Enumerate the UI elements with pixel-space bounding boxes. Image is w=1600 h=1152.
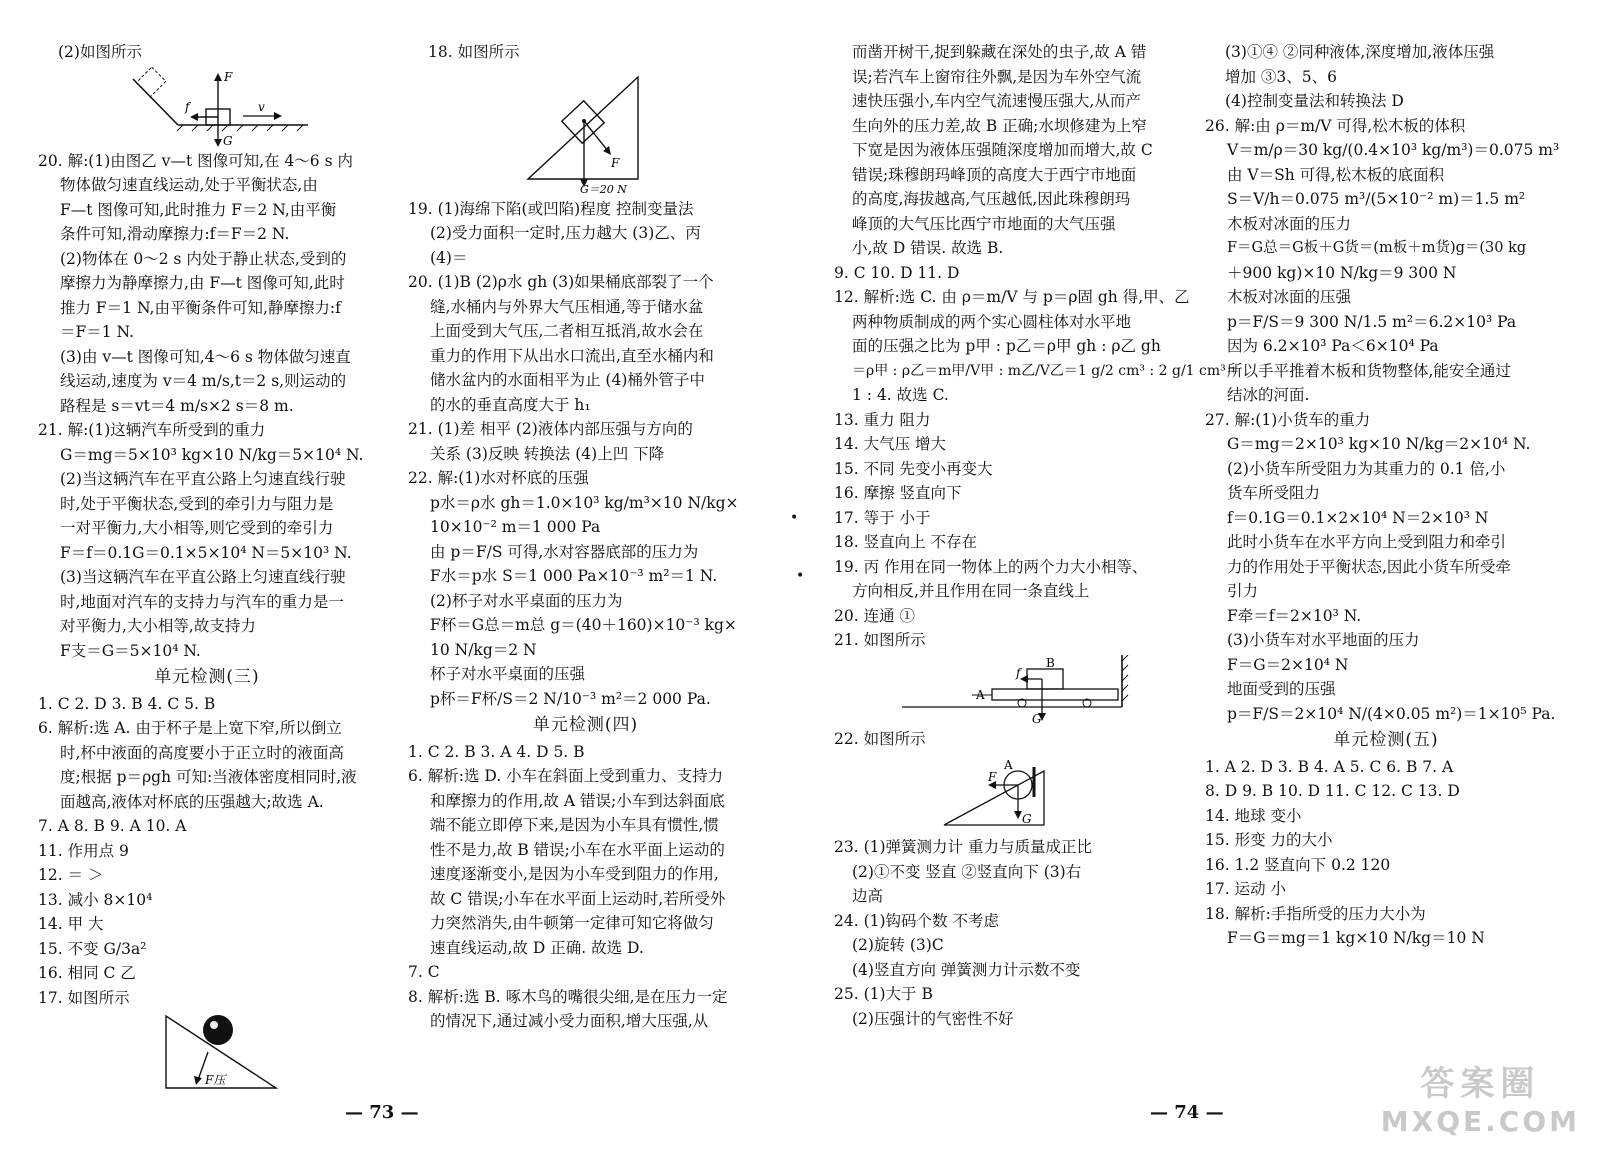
text-line: 19. 丙 作用在同一物体上的两个力大小相等、 [834,557,1148,576]
force-label: F [224,69,233,84]
page-number-right: — 74 — [1150,1102,1224,1123]
text-line: 货车所受阻力 [1227,484,1321,502]
text-line: 力突然消失,由牛顿第一定律可知它将做匀 [430,914,714,932]
text-line: (4)控制变量法和转换法 D [1225,92,1404,110]
text-line: 小,故 D 错误. 故选 B. [852,239,1004,257]
text-line: 16. 相同 C 乙 [38,964,136,982]
text-line: 速快压强小,车内空气流速慢压强大,从而产 [852,92,1141,110]
text-line: 24. (1)钩码个数 不考虑 [834,911,999,930]
text-line: (2)当这辆汽车在平直公路上匀速直线行驶 [60,470,346,488]
text-line: 9. C 10. D 11. D [834,263,960,282]
text-line: 缝,水桶内与外界大气压相通,等于储水盆 [430,297,704,316]
text-line: ＋900 kg)×10 N/kg＝9 300 N [1227,263,1457,282]
force-label: G [1032,711,1042,725]
text-line: 推力 F＝1 N,由平衡条件可知,静摩擦力:f [60,298,341,317]
column-1 [38,40,376,1092]
text-line: ＝ρ甲 : ρ乙＝m甲/V甲 : m乙/V乙＝1 g/2 cm³ : 2 g/1 cm³＝ [852,362,1240,379]
text-line: 时,地面对汽车的支持力与汽车的重力是一 [60,592,344,611]
section-heading: 单元检测(五) [1333,730,1439,750]
text-line: F＝f＝0.1G＝0.1×5×10⁴ N＝5×10³ N. [60,543,352,562]
text-line: 边高 [852,887,884,905]
figure-ball-incline-wall [852,753,1172,833]
text-line: 21. 如图所示 [834,631,926,649]
text-line: 面越高,液体对杯底的压强越大;故选 A. [60,792,324,811]
text-line: 20. 解:(1)由图乙 v—t 图像可知,在 4～6 s 内 [38,151,353,170]
text-line: 20. (1)B (2)ρ水 gh (3)如果桶底部裂了一个 [408,273,714,291]
text-line: 度;根据 p＝ρgh 可知:当液体密度相同时,液 [60,768,357,786]
force-label: F [988,770,997,784]
text-line: S＝V/h＝0.075 m³/(5×10⁻² m)＝1.5 m² [1227,190,1526,208]
text-line: 15. 形变 力的大小 [1205,831,1333,849]
text-line: f＝0.1G＝0.1×2×10⁴ N＝2×10³ N [1227,508,1489,527]
text-line: 速度逐渐变小,是因为小车受到阻力的作用, [430,865,719,883]
text-line: 木板对冰面的压强 [1227,288,1352,306]
force-label: G [1022,812,1032,826]
text-line: 15. 不变 G/3a² [38,939,147,958]
text-line: 时,杯中液面的高度要小于正立时的液面高 [60,743,344,762]
text-line: 23. (1)弹簧测力计 重力与质量成正比 [834,838,1092,856]
text-line: (4)竖直方向 弹簧测力计示数不变 [852,960,1081,979]
section-heading: 单元检测(四) [532,715,639,735]
text-line: 11. 作用点 9 [38,841,129,860]
text-line: 27. 解:(1)小货车的重力 [1205,410,1371,429]
text-line: p水＝ρ水 gh＝1.0×10³ kg/m³×10 N/kg× [430,493,739,512]
text-line: (2)压强计的气密性不好 [852,1009,1014,1028]
text-line: 16. 摩擦 竖直向下 [834,484,962,502]
text-line: 14. 地球 变小 [1205,806,1302,825]
text-line: p＝F/S＝2×10⁴ N/(4×0.05 m²)＝1×10⁵ Pa. [1227,704,1556,723]
force-label: f [185,99,190,114]
text-line: 方向相反,并且作用在同一条直线上 [852,582,1090,600]
text-line: 路程是 s＝vt＝4 m/s×2 s＝8 m. [60,396,294,415]
text-line: 误;若汽车上窗帘往外飘,是因为车外空气流 [852,67,1142,86]
text-line: 1. A 2. D 3. B 4. A 5. C 6. B 7. A [1205,757,1454,776]
text-line: p＝F/S＝9 300 N/1.5 m²＝6.2×10³ Pa [1227,312,1517,331]
text-line: 26. 解:由 ρ＝m/V 可得,松木板的体积 [1205,116,1466,135]
text-line: 12. ＝ ＞ [38,866,104,884]
force-label: F [611,155,620,170]
text-line: G＝mg＝2×10³ kg×10 N/kg＝2×10⁴ N. [1227,435,1531,453]
text-line: 杯子对水平桌面的压强 [430,665,586,683]
figure-incline-block [38,67,376,147]
text-line: 生向外的压力差,故 B 正确;水坝修建为上窄 [852,116,1147,135]
text-line: 7. C [408,963,440,981]
text-line: F牵＝f＝2×10³ N. [1227,606,1362,625]
section-heading: 单元检测(三) [154,667,260,687]
column-4 [1205,40,1567,951]
force-label: F压 [205,1073,226,1087]
force-label: G [223,133,233,147]
text-line: 所以手平推着木板和货物整体,能安全通过 [1227,361,1511,380]
text-line: ＝F＝1 N. [60,323,135,341]
text-line: 力的作用处于平衡状态,因此小货车所受牵 [1227,557,1511,576]
text-line: 8. 解析:选 B. 啄木鸟的嘴很尖细,是在压力一定 [408,987,728,1006]
text-line: 18. 解析:手指所受的压力大小为 [1205,904,1426,923]
watermark-url: MXQE.COM [1380,1105,1580,1138]
text-line: 而凿开树干,捉到躲藏在深处的虫子,故 A 错 [852,43,1147,61]
text-line: 结冰的河面. [1227,386,1310,404]
text-line: 13. 重力 阻力 [834,410,931,429]
text-line: 木板对冰面的压力 [1227,214,1352,233]
point-label: A [1004,758,1013,772]
figure-block-on-cart [852,655,1172,725]
text-line: 一对平衡力,大小相等,则它受到的牵引力 [60,519,334,537]
text-line: 面的压强之比为 p甲 : p乙＝ρ甲 gh : ρ乙 gh [852,337,1161,355]
text-line: 10 N/kg＝2 N [430,640,537,659]
text-line: 10×10⁻² m＝1 000 Pa [430,518,601,536]
text-line: 时,处于平衡状态,受到的牵引力与阻力是 [60,494,334,513]
text-line: 错误;珠穆朗玛峰顶的高度大于西宁市地面 [852,165,1137,184]
text-line: 摩擦力为静摩擦力,由 F—t 图像可知,此时 [60,274,345,292]
text-line: 19. (1)海绵下陷(或凹陷)程度 控制变量法 [408,199,694,218]
figure-block-on-wedge [408,67,763,195]
text-line: 性不是力,故 B 错误;小车在水平面上运动的 [430,840,725,859]
text-line: 18. 竖直向上 不存在 [834,533,978,551]
text-line: 重力的作用下从出水口流出,直至水桶内和 [430,346,714,365]
block-label: A [976,687,985,702]
text-line: 8. D 9. B 10. D 11. C 12. C 13. D [1205,782,1460,800]
text-line: 1. C 2. D 3. B 4. C 5. B [38,694,216,713]
text-line: 17. 运动 小 [1205,880,1287,898]
text-line: (2)物体在 0～2 s 内处于静止状态,受到的 [60,249,347,268]
text-line: F＝G＝2×10⁴ N [1227,655,1349,674]
text-line: 12. 解析:选 C. 由 ρ＝m/V 与 p＝ρ固 gh 得,甲、乙 [834,288,1190,306]
text-line: 两种物质制成的两个实心圆柱体对水平地 [852,312,1132,331]
velocity-label: v [258,99,265,114]
text-line: 此时小货车在水平方向上受到阻力和牵引 [1227,533,1507,551]
text-line: 21. 解:(1)这辆汽车所受到的重力 [38,421,266,439]
text-line: F—t 图像可知,此时推力 F＝2 N,由平衡 [60,200,337,219]
text-line: 18. 如图所示 [428,43,520,61]
text-line: (2)小货车所受阻力为其重力的 0.1 倍,小 [1227,459,1506,478]
text-line: 1. C 2. B 3. A 4. D 5. B [408,742,585,761]
text-line: 端不能立即停下来,是因为小车具有惯性,惯 [430,816,719,834]
force-label: G＝20 N [580,182,627,195]
text-line: (2)杯子对水平桌面的压力为 [430,591,623,610]
print-speck: • [790,510,799,526]
text-line: 6. 解析:选 D. 小车在斜面上受到重力、支持力 [408,767,724,785]
text-line: 22. 如图所示 [834,729,926,748]
text-line: (2)①不变 竖直 ②竖直向下 (3)右 [852,862,1082,881]
text-line: 引力 [1227,582,1259,600]
text-line: F水＝p水 S＝1 000 Pa×10⁻³ m²＝1 N. [430,567,718,585]
watermark-cn: 答案圈 [1420,1064,1541,1104]
print-speck: • [796,568,805,584]
force-label: f [1016,665,1021,680]
text-line: (3)当这辆汽车在平直公路上匀速直线行驶 [60,568,346,586]
text-line: 物体做匀速直线运动,处于平衡状态,由 [60,176,318,194]
text-line: 25. (1)大于 B [834,985,933,1003]
text-line: 13. 减小 8×10⁴ [38,890,153,909]
text-line: 对平衡力,大小相等,故支持力 [60,617,256,635]
watermark-logo [1381,1056,1580,1138]
text-line: 地面受到的压强 [1227,680,1336,698]
text-line: 线运动,速度为 v＝4 m/s,t＝2 s,则运动的 [60,372,347,390]
text-line: 22. 解:(1)水对杯底的压强 [408,469,589,487]
text-line: 1 : 4. 故选 C. [852,386,949,404]
block-label: B [1046,655,1055,670]
text-line: 和摩擦力的作用,故 A 错误;小车到达斜面底 [430,791,725,810]
text-line: (3)小货车对水平地面的压力 [1227,631,1420,649]
text-line: 下宽是因为液体压强随深度增加而增大,故 C [852,141,1153,159]
text-line: p杯＝F杯/S＝2 N/10⁻³ m²＝2 000 Pa. [430,689,711,708]
text-line: 14. 大气压 增大 [834,435,947,453]
text-line: (2)旋转 (3)C [852,936,944,954]
text-line: 峰顶的大气压比西宁市地面的大气压强 [852,214,1116,233]
column-2 [408,40,763,1034]
text-line: 6. 解析:选 A. 由于杯子是上宽下窄,所以倒立 [38,719,342,737]
text-line: 由 p＝F/S 可得,水对容器底部的压力为 [430,542,699,561]
text-line: 7. A 8. B 9. A 10. A [38,817,187,835]
text-line: 条件可知,滑动摩擦力:f＝F＝2 N. [60,225,290,243]
text-line: F杯＝G总＝m总 g＝(40＋160)×10⁻³ kg× [430,616,737,634]
text-line: F支＝G＝5×10⁴ N. [60,641,201,660]
text-line: (3)由 v—t 图像可知,4～6 s 物体做匀速直 [60,347,351,366]
text-line: 由 V＝Sh 可得,松木板的底面积 [1227,165,1445,184]
text-line: 的情况下,通过减小受力面积,增大压强,从 [430,1012,709,1030]
text-line: 14. 甲 大 [38,915,104,933]
text-line: 速直线运动,故 D 正确. 故选 D. [430,938,644,957]
column-3 [834,40,1240,1031]
text-line: (2)受力面积一定时,压力越大 (3)乙、丙 [430,224,701,242]
text-line: 的高度,海拔越高,气压越低,因此珠穆朗玛 [852,190,1131,208]
text-line: G＝mg＝5×10³ kg×10 N/kg＝5×10⁴ N. [60,445,364,464]
text-line: 增加 ③3、5、6 [1225,67,1338,86]
text-line: 21. (1)差 相平 (2)液体内部压强与方向的 [408,420,693,438]
text-line: 上面受到大气压,二者相互抵消,故水会在 [430,322,704,340]
text-line: 17. 如图所示 [38,988,130,1007]
text-line: F＝G＝mg＝1 kg×10 N/kg＝10 N [1227,929,1485,947]
text-line: 故 C 错误;小车在水平面上运动时,若所受外 [430,889,726,908]
text-line: 16. 1.2 竖直向下 0.2 120 [1205,855,1391,874]
text-line: (3)①④ ②同种液体,深度增加,液体压强 [1225,43,1495,61]
text-line: (4)＝ [430,248,468,267]
text-line: 因为 6.2×10³ Pa＜6×10⁴ Pa [1227,337,1439,355]
text-line: 的水的垂直高度大于 h₁ [430,395,591,414]
text-line: 储水盆内的水面相平为止 (4)桶外管子中 [430,371,705,389]
figure-ball-on-incline [38,1012,376,1090]
page-number-left: — 73 — [345,1102,419,1123]
text-line: 15. 不同 先变小再变大 [834,459,993,478]
text-line: 关系 (3)反映 转换法 (4)上凹 下降 [430,444,665,463]
text-line: 17. 等于 小于 [834,508,931,527]
text-line: 20. 连通 ① [834,606,916,625]
text-line: V＝m/ρ＝30 kg/(0.4×10³ kg/m³)＝0.075 m³ [1227,141,1560,159]
text-line: (2)如图所示 [58,43,142,61]
text-line: F＝G总＝G板＋G货＝(m板＋m货)g＝(30 kg [1227,240,1527,256]
